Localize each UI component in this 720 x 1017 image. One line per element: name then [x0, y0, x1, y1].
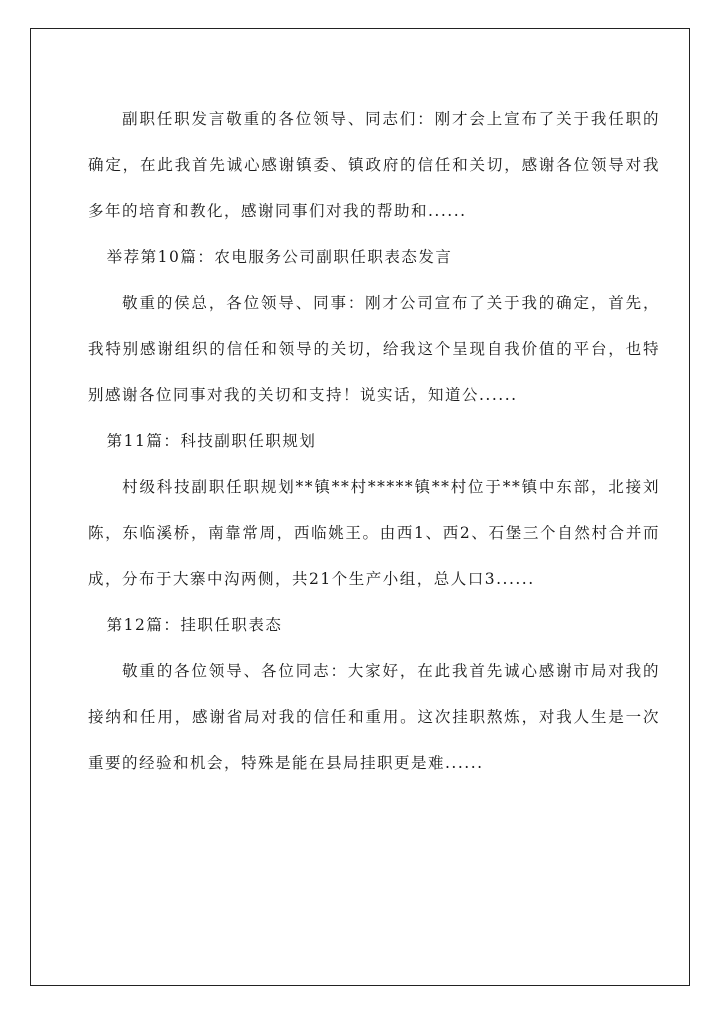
paragraph-secondment-statement: 敬重的各位领导、各位同志：大家好，在此我首先诚心感谢市局对我的接纳和任用，感谢省局对我的信任和重用。这次挂职熬炼，对我人生是一次重要的经验和机会，特殊是能在县局挂职更是难...... [88, 662, 660, 772]
paragraph-deputy-speech: 副职任职发言敬重的各位领导、同志们：刚才会上宣布了关于我任职的确定，在此我首先诚心感谢镇委、镇政府的信任和关切，感谢各位领导对我多年的培育和教化，感谢同事们对我的帮助和...... [88, 110, 660, 220]
heading-article-11[interactable]: 第11篇：科技副职任职规划 [106, 432, 317, 450]
paragraph-power-service-speech: 敬重的侯总，各位领导、同事：刚才公司宣布了关于我的确定，首先，我特别感谢组织的信任和领导的关切，给我这个呈现自我价值的平台，也特别感谢各位同事对我的关切和支持！说实话，知道公...... [88, 294, 660, 404]
paragraph-tech-plan: 村级科技副职任职规划**镇**村*****镇**村位于**镇中东部，北接刘陈，东临溪桥，南靠常周，西临姚王。由西1、西2、石堡三个自然村合并而成，分布于大寨中沟两侧，共21个生产小组，总人口3...... [88, 478, 660, 588]
heading-article-10[interactable]: 举荐第10篇：农电服务公司副职任职表态发言 [106, 248, 453, 266]
document-body [88, 96, 660, 786]
heading-article-12[interactable]: 第12篇：挂职任职表态 [106, 616, 283, 634]
